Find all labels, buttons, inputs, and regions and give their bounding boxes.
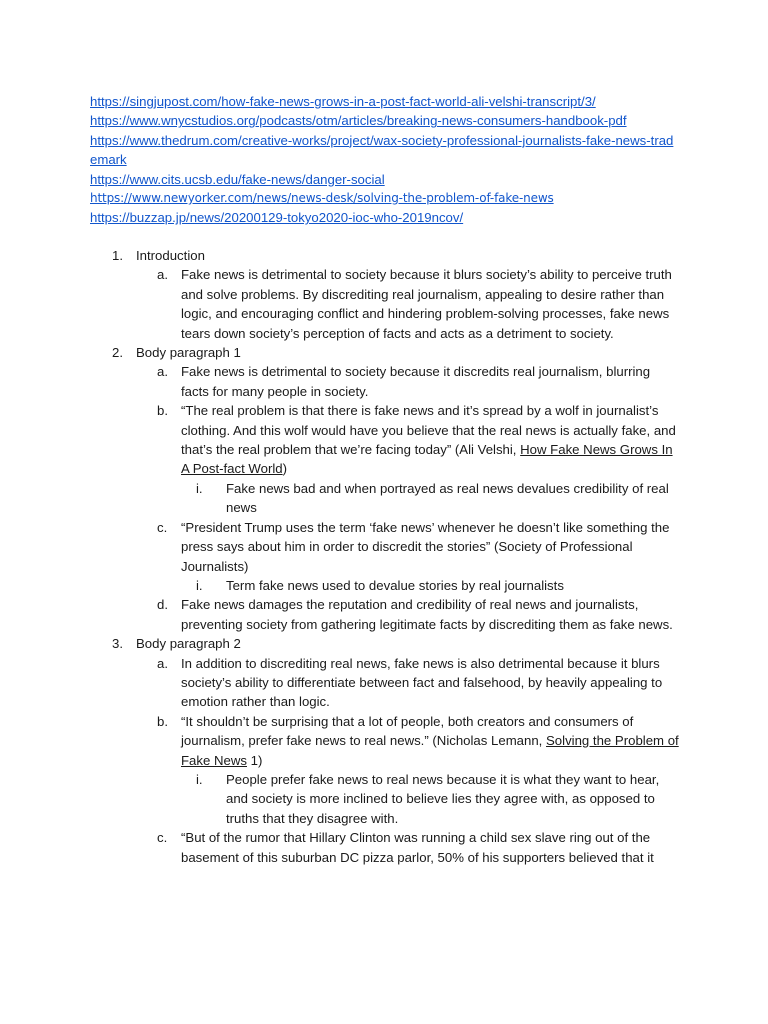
point-label: c. [157,830,168,846]
citation-close: ) [282,461,288,477]
outline-subpoint [0,576,768,595]
point-label: b. [157,403,168,419]
point-text: Fake news damages the reputation and credibility of real news and journalists, preventing society from gathering legitimate facts by discrediting them as fake news. [181,597,673,632]
quote-text: “It shouldn’t be surprising that a lot of people, both creators and consumers of journalism, prefer fake news to real news.” (Nicholas Lemann, [181,713,634,749]
cited-work-title: Solving the Problem of Fake News [181,733,679,768]
point-label: d. [157,597,168,613]
source-link-buzzap[interactable]: https://buzzap.jp/news/20200129-tokyo2020-ioc-who-2019ncov/ [90,210,464,226]
source-link-newyorker[interactable]: https://www.newyorker.com/news/news-desk/solving-the-problem-of-fake-news [90,191,554,206]
outline-point [0,595,768,634]
section-number: 2. [112,345,123,361]
subpoint-label: i. [196,480,203,496]
source-link-thedrum[interactable]: https://www.thedrum.com/creative-works/project/wax-society-professional-journalists-fake-news-trademark [90,132,674,168]
point-text: Fake news is detrimental to society because it discredits real journalism, blurring facts for many people in society. [181,364,651,399]
point-label: c. [157,519,168,535]
subpoint-text: Fake news bad and when portrayed as real news devalues credibility of real news [226,480,669,516]
subpoint-text: People prefer fake news to real news because it is what they want to hear, and society is more inclined to believe lies they agree with, as opposed to truths that they disagree with. [226,771,660,826]
subpoint-label: i. [196,577,203,593]
outline-point [0,828,768,867]
outline-point [0,362,768,401]
section-number: 3. [112,636,123,652]
essay-outline [0,246,768,867]
outline-subpoint [0,770,768,828]
point-label: a. [157,267,168,283]
source-link-singjupost[interactable]: https://singjupost.com/how-fake-news-grows-in-a-post-fact-world-ali-velshi-transcript/3/ [90,94,596,109]
outline-point [0,712,768,770]
outline-point [0,265,768,343]
point-text [181,401,681,479]
outline-point [0,654,768,712]
outline-point [0,518,768,576]
outline-point [0,401,768,479]
section-title: Introduction [136,248,205,263]
citation-close: 1) [246,752,263,768]
subpoint-text: Term fake news used to devalue stories by real journalists [226,577,564,593]
point-text: In addition to discrediting real news, fake news is also detrimental because it blurs society’s ability to differentiate between fact and falsehood, by heavily appealing to emotion rather than logic. [181,655,663,710]
source-link-ucsb[interactable]: https://www.cits.ucsb.edu/fake-news/danger-social [90,171,385,187]
subpoint-label: i. [196,771,203,787]
section-title: Body paragraph 2 [136,636,241,652]
point-text [181,712,681,770]
section-title: Body paragraph 1 [136,345,241,361]
section-number: 1. [112,248,123,263]
point-label: a. [157,655,168,671]
point-text: Fake news is detrimental to society because it blurs society’s ability to perceive truth and solve problems. By discrediting real journalism, appealing to desire rather than logic, and encouraging conflict and hindering problem-solving processes, fake news tears down society’s perception of facts and acts as a detriment to society. [181,267,672,341]
outline-subpoint [0,479,768,518]
cited-work-title: How Fake News Grows In A Post-fact World [181,442,673,477]
outline-section-body-1 [0,343,768,362]
source-links [90,92,680,228]
point-label: b. [157,713,168,729]
source-link-wnyc[interactable]: https://www.wnycstudios.org/podcasts/otm/articles/breaking-news-consumers-handbook-pdf [90,113,627,129]
outline-section-introduction [0,246,768,265]
point-text: “But of the rumor that Hillary Clinton was running a child sex slave ring out of the basement of this suburban DC pizza parlor, 50% of his supporters believed that it [181,830,654,865]
point-text: “President Trump uses the term ‘fake news’ whenever he doesn’t like something the press says about him in order to discredit the stories” (Society of Professional Journalists) [181,519,670,574]
outline-section-body-2 [0,634,768,653]
point-label: a. [157,364,168,380]
quote-text: “The real problem is that there is fake news and it’s spread by a wolf in journalist’s clothing. And this wolf would have you believe that the real news is actually fake, and that’s the real problem that we’re facing today” (Ali Velshi, [181,403,676,458]
